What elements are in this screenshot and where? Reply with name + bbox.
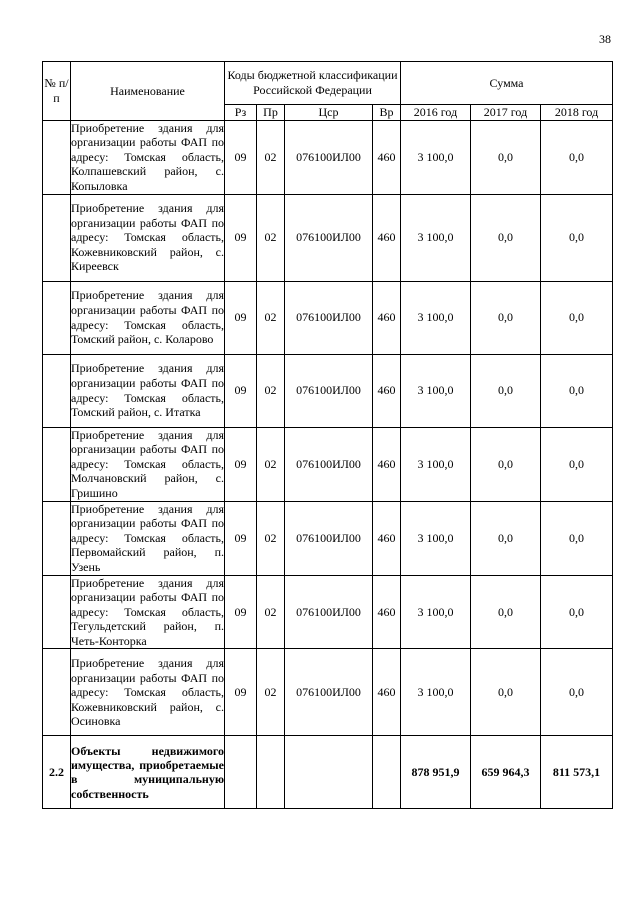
row-name: Приобретение здания для организации работы ФАП по адресу: Томская область, Кожевниковский район, с. Киреевск — [71, 194, 225, 281]
row-num — [43, 194, 71, 281]
row-pr: 02 — [257, 501, 285, 575]
row-pr: 02 — [257, 281, 285, 354]
page-number: 38 — [599, 32, 611, 46]
row-rz: 09 — [225, 501, 257, 575]
header-2018: 2018 год — [541, 105, 613, 121]
header-pr: Пр — [257, 105, 285, 121]
group-2017: 659 964,3 — [471, 736, 541, 809]
row-num — [43, 354, 71, 427]
row-num — [43, 427, 71, 501]
group-2018: 811 573,1 — [541, 736, 613, 809]
group-rz — [225, 736, 257, 809]
row-vr: 460 — [373, 501, 401, 575]
row-num — [43, 575, 71, 649]
header-codes: Коды бюджетной классификации Российской Федерации — [225, 62, 401, 105]
header-sum: Сумма — [401, 62, 613, 105]
group-name: Объекты недвижимого имущества, приобретаемые в муниципальную собственность — [71, 736, 225, 809]
row-pr: 02 — [257, 354, 285, 427]
row-2017: 0,0 — [471, 649, 541, 736]
row-2017: 0,0 — [471, 194, 541, 281]
header-csr: Цср — [285, 105, 373, 121]
row-2018: 0,0 — [541, 649, 613, 736]
header-num: № п/п — [43, 62, 71, 121]
row-rz: 09 — [225, 194, 257, 281]
row-2017: 0,0 — [471, 427, 541, 501]
group-csr — [285, 736, 373, 809]
table-row — [43, 354, 613, 427]
row-name: Приобретение здания для организации работы ФАП по адресу: Томская область, Молчановский район, с. Гришино — [71, 427, 224, 500]
row-2018: 0,0 — [541, 501, 613, 575]
row-csr: 076100ИЛ00 — [285, 281, 373, 354]
row-2016: 3 100,0 — [401, 354, 471, 427]
row-2016: 3 100,0 — [401, 649, 471, 736]
row-name: Приобретение здания для организации работы ФАП по адресу: Томская область, Колпашевский район, с. Копыловка — [71, 120, 224, 193]
row-rz: 09 — [225, 354, 257, 427]
row-2017: 0,0 — [471, 281, 541, 354]
row-csr: 076100ИЛ00 — [285, 120, 373, 194]
group-2016: 878 951,9 — [401, 736, 471, 809]
row-2018: 0,0 — [541, 427, 613, 501]
row-name: Приобретение здания для организации работы ФАП по адресу: Томская область, Первомайский район, п. Узень — [71, 501, 224, 574]
row-name: Приобретение здания для организации работы ФАП по адресу: Томская область, Кожевниковский район, с. Осиновка — [71, 649, 225, 736]
row-vr: 460 — [373, 194, 401, 281]
header-rz: Рз — [225, 105, 257, 121]
row-2016: 3 100,0 — [401, 194, 471, 281]
row-pr: 02 — [257, 194, 285, 281]
row-csr: 076100ИЛ00 — [285, 194, 373, 281]
row-2016: 3 100,0 — [401, 575, 471, 649]
table-row — [43, 281, 613, 354]
row-vr: 460 — [373, 649, 401, 736]
row-2016: 3 100,0 — [401, 281, 471, 354]
row-vr: 460 — [373, 575, 401, 649]
row-name: Приобретение здания для организации работы ФАП по адресу: Томская область, Тегульдетский район, п. Четь-Конторка — [71, 575, 224, 648]
row-2018: 0,0 — [541, 354, 613, 427]
row-num — [43, 120, 71, 194]
group-num: 2.2 — [43, 736, 71, 809]
header-2017: 2017 год — [471, 105, 541, 121]
table-row — [43, 120, 613, 194]
row-num — [43, 501, 71, 575]
row-vr: 460 — [373, 354, 401, 427]
row-vr: 460 — [373, 427, 401, 501]
row-2016: 3 100,0 — [401, 427, 471, 501]
row-csr: 076100ИЛ00 — [285, 427, 373, 501]
row-2016: 3 100,0 — [401, 501, 471, 575]
row-pr: 02 — [257, 427, 285, 501]
row-vr: 460 — [373, 120, 401, 194]
row-name: Приобретение здания для организации работы ФАП по адресу: Томская область, Томский район, с. Коларово — [71, 281, 225, 354]
row-rz: 09 — [225, 281, 257, 354]
row-csr: 076100ИЛ00 — [285, 575, 373, 649]
row-2017: 0,0 — [471, 501, 541, 575]
header-vr: Вр — [373, 105, 401, 121]
row-2018: 0,0 — [541, 194, 613, 281]
table-row — [43, 194, 613, 281]
row-vr: 460 — [373, 281, 401, 354]
row-csr: 076100ИЛ00 — [285, 649, 373, 736]
row-csr: 076100ИЛ00 — [285, 501, 373, 575]
row-2018: 0,0 — [541, 281, 613, 354]
table-row — [43, 649, 613, 736]
group-vr — [373, 736, 401, 809]
table-row — [43, 501, 613, 575]
row-pr: 02 — [257, 120, 285, 194]
row-2018: 0,0 — [541, 120, 613, 194]
header-row — [43, 62, 613, 105]
header-2016: 2016 год — [401, 105, 471, 121]
row-pr: 02 — [257, 575, 285, 649]
row-num — [43, 281, 71, 354]
row-name: Приобретение здания для организации работы ФАП по адресу: Томская область, Томский район, с. Итатка — [71, 354, 225, 427]
budget-table — [42, 61, 613, 809]
row-2016: 3 100,0 — [401, 120, 471, 194]
table-row — [43, 427, 613, 501]
group-row — [43, 736, 613, 809]
row-2017: 0,0 — [471, 575, 541, 649]
table-row — [43, 575, 613, 649]
row-rz: 09 — [225, 575, 257, 649]
row-rz: 09 — [225, 120, 257, 194]
row-csr: 076100ИЛ00 — [285, 354, 373, 427]
row-rz: 09 — [225, 427, 257, 501]
group-pr — [257, 736, 285, 809]
row-2017: 0,0 — [471, 120, 541, 194]
header-name: Наименование — [71, 62, 225, 121]
row-2018: 0,0 — [541, 575, 613, 649]
row-num — [43, 649, 71, 736]
row-2017: 0,0 — [471, 354, 541, 427]
row-rz: 09 — [225, 649, 257, 736]
row-pr: 02 — [257, 649, 285, 736]
